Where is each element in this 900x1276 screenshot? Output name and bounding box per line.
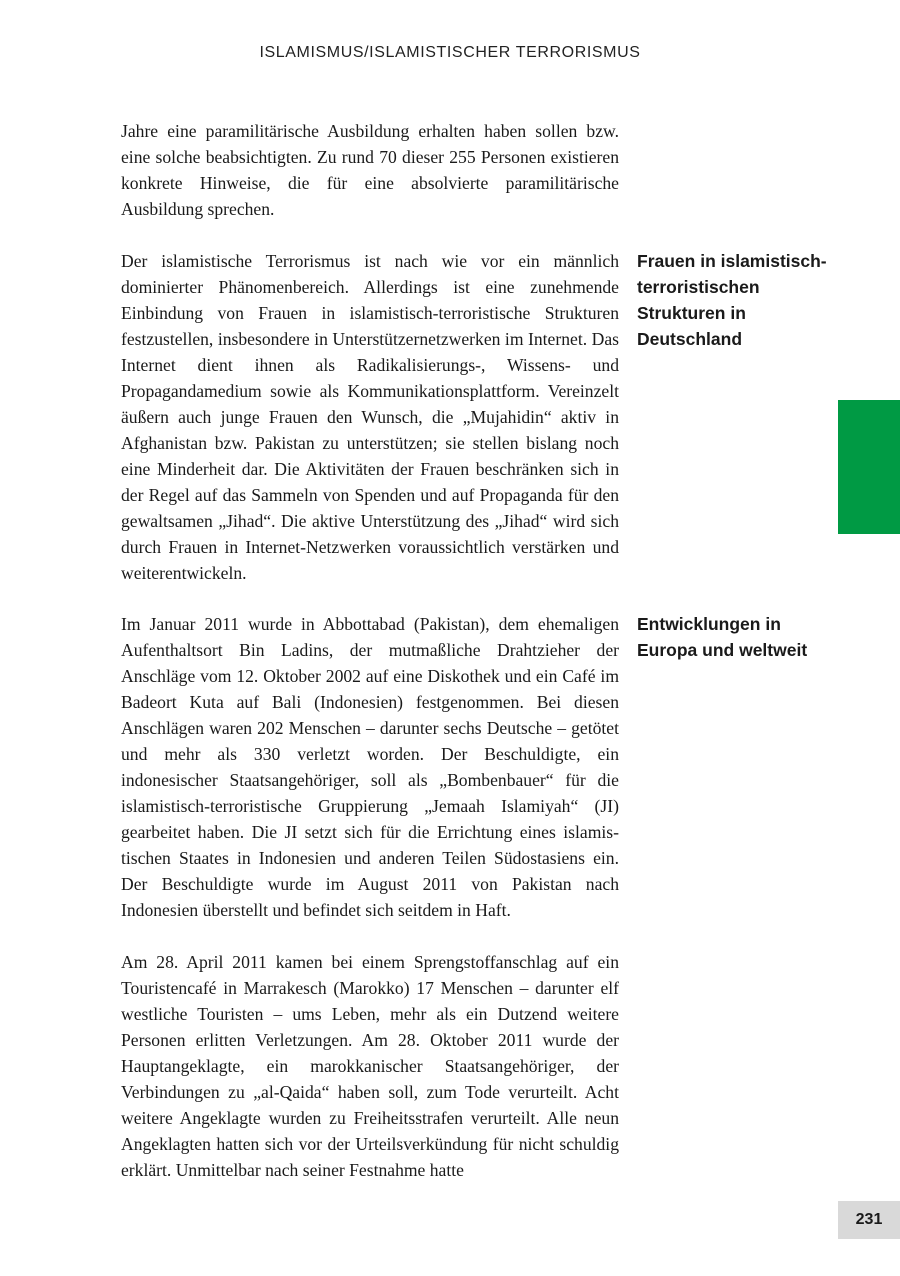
page-number: 231 xyxy=(838,1201,900,1239)
body-paragraph-1: Jahre eine paramilitärische Ausbildung erhalten haben sollen bzw. eine solche beabsichtigten. Zu rund 70 dieser 255 Personen existieren konkrete Hinweise, die für eine absolvierte paramilitärische Ausbildung sprechen. xyxy=(121,121,619,219)
body-paragraph-4: Am 28. April 2011 kamen bei einem Sprengstoffanschlag auf ein Touristencafé in Marrakesch (Marokko) 17 Menschen – darunter elf westliche Touristen – ums Leben, mehr als ein Dutzend weitere Personen erlitten Verletzungen. Am 28. Oktober 2011 wurde der Hauptangeklagte, ein marokkanischer Staatsangehöriger, der Verbindungen zu „al-Qaida“ haben soll, zum Tode verurteilt. Acht weitere Angeklagte wurden zu Freiheitsstrafen verurteilt. Alle neun Angeklagten hatten sich vor der Urteilsverkündung für nicht schuldig erklärt. Unmittelbar nach seiner Festnahme hatte xyxy=(121,952,619,1180)
margin-heading-women: Frauen in islamistisch-terroristischen Strukturen in Deutschland xyxy=(637,251,827,349)
body-paragraph-3: Im Januar 2011 wurde in Abbottabad (Pakistan), dem ehemaligen Aufenthaltsort Bin Ladins, der mutmaßliche Drahtzieher der Anschläge vom 12. Oktober 2002 auf eine Diskothek und ein Café im Badeort Kuta auf Bali (Indonesien) festgenommen. Bei diesen Anschlägen waren 202 Menschen – darunter sechs Deutsche – getötet und mehr als 330 verletzt worden. Der Beschuldigte, ein indonesischer Staatsangehöriger, soll als „Bombenbauer“ für die islamistisch-terroristische Gruppierung „Jemaah Islamiyah“ (JI) gearbeitet haben. Die JI setzt sich für die Errichtung eines islamistischen Staates in Indonesien und anderen Teilen Südostasiens ein. Der Beschuldigte wurde im August 2011 von Pakistan nach Indonesien überstellt und befindet sich seitdem in Haft. xyxy=(121,614,619,920)
margin-heading-developments: Entwicklungen in Europa und weltweit xyxy=(637,614,808,660)
chapter-tab-marker xyxy=(838,400,900,534)
body-paragraph-2: Der islamistische Terrorismus ist nach wie vor ein männlich dominierter Phänomenbereich. Allerdings ist eine zunehmende Einbindung von Frauen in islamistisch-terroristische Strukturen festzustellen, insbesondere in Unterstützernetzwerken im Internet. Das Internet dient ihnen als Radikalisierungs-, Wissens- und Propagandamedium sowie als Kommunikationsplattform. Vereinzelt äußern auch junge Frauen den Wunsch, die „Mujahidin“ aktiv in Afghanistan bzw. Pakistan zu unterstützen; sie stellen bislang noch eine Minderheit dar. Die Aktivitäten der Frauen beschränken sich in der Regel auf das Sammeln von Spenden und auf Propaganda für den gewaltsamen „Jihad“. Die aktive Unterstützung des „Jihad“ wird sich durch Frauen in Internet-Netzwerken voraussichtlich verstärken und weiterentwickeln. xyxy=(121,251,619,583)
running-header: ISLAMISMUS/ISLAMISTISCHER TERRORISMUS xyxy=(259,44,641,61)
